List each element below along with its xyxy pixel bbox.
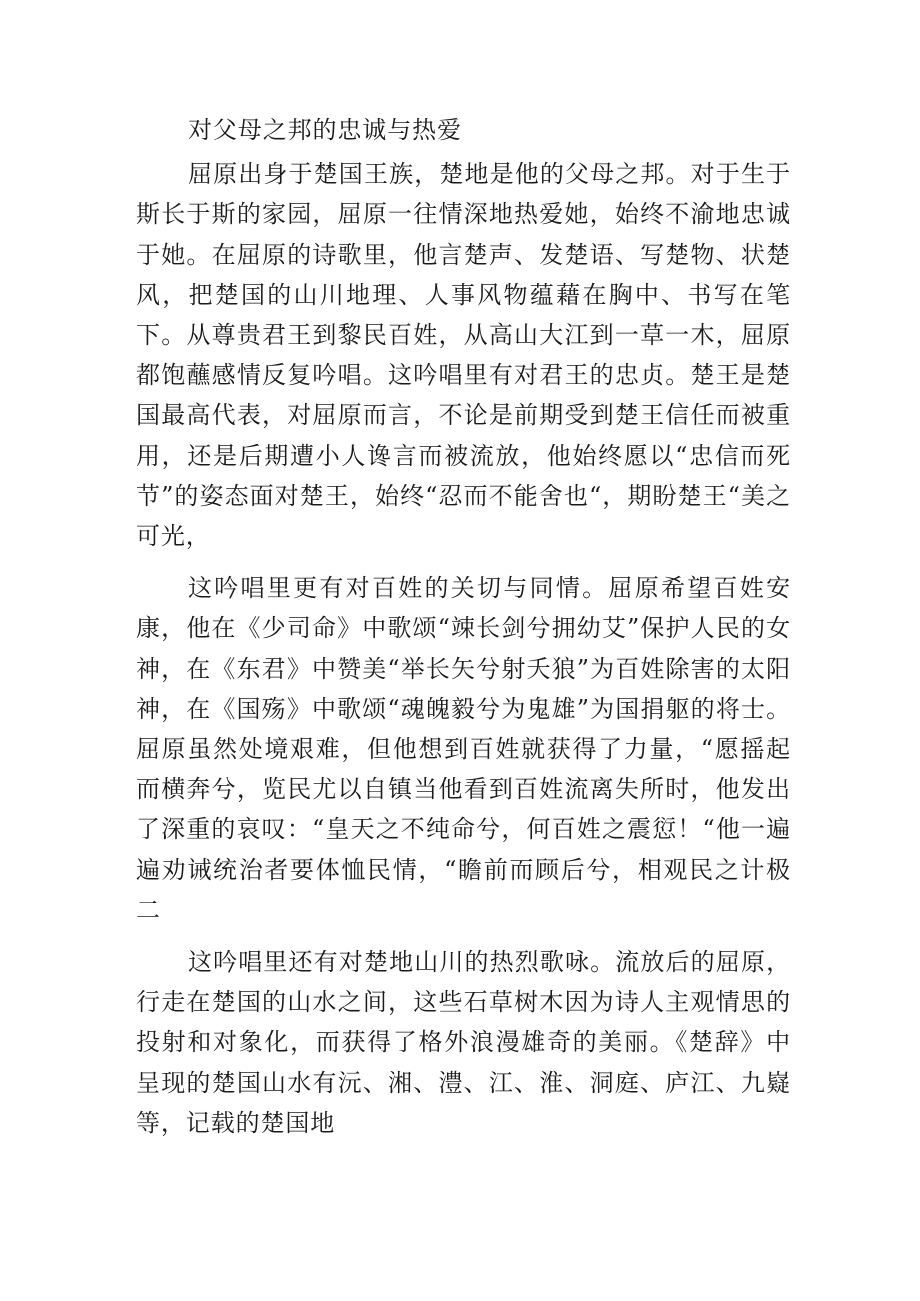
paragraph-1: 屈原出身于楚国王族，楚地是他的父母之邦。对于生于斯长于斯的家园，屈原一往情深地热爱她，始终不渝地忠诚于她。在屈原的诗歌里，他言楚声、发楚语、写楚物、状楚风，把楚国的山川地理、人事风物蕴藉在胸中、书写在笔下。从尊贵君王到黎民百姓，从高山大江到一草一木，屈原都饱蘸感情反复吟唱。这吟唱里有对君王的忠贞。楚王是楚国最高代表，对屈原而言，不论是前期受到楚王信任而被重用，还是后期遭小人谗言而被流放，他始终愿以“忠信而死节”的姿态面对楚王，始终“忍而不能舍也“，期盼楚王“美之可光， — [136, 160, 791, 551]
paragraph-3: 这吟唱里还有对楚地山川的热烈歌咏。流放后的屈原，行走在楚国的山水之间，这些石草树木因为诗人主观情思的投射和对象化，而获得了格外浪漫雄奇的美丽。《楚辞》中呈现的楚国山水有沅、湘、澧、江、淮、洞庭、庐江、九嶷等，记载的楚国地 — [136, 948, 791, 1137]
document-body — [136, 110, 791, 1155]
paragraph-2: 这吟唱里更有对百姓的关切与同情。屈原希望百姓安康，他在《少司命》中歌颂“竦长剑兮拥幼艾”保护人民的女神，在《东君》中赞美“举长矢兮射夭狼”为百姓除害的太阳神，在《国殇》中歌颂“魂魄毅兮为鬼雄”为国捐躯的将士。屈原虽然处境艰难，但他想到百姓就获得了力量，“愿摇起而横奔兮，览民尤以自镇当他看到百姓流离失所时，他发出了深重的哀叹：“皇天之不纯命兮，何百姓之震愆！“他一遍遍劝诫统治者要体恤民情，“瞻前而顾后兮，相观民之计极二 — [136, 574, 791, 924]
section-heading: 对父母之邦的忠诚与热爱 — [188, 116, 462, 144]
